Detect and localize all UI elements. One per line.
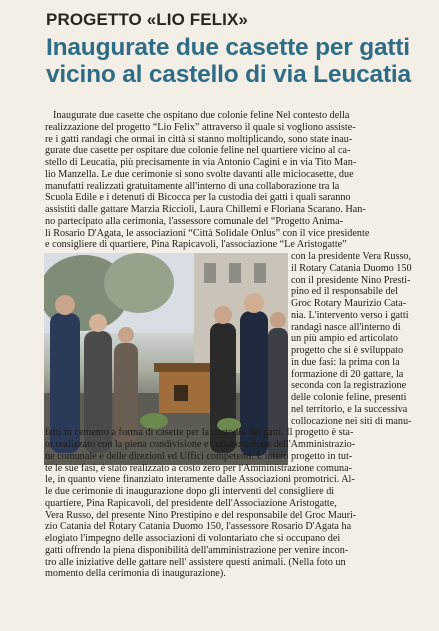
- article-line: Scuola Edile e i detenuti di Bicocca per la custodia dei gatti i quali saranno: [45, 192, 351, 204]
- article-line: nel territorio, e la successiva: [291, 403, 408, 415]
- headline-line-1: Inaugurate due casette per gatti: [46, 34, 410, 61]
- article-line: progetto che si è sviluppato: [291, 345, 404, 356]
- article-line: e consigliere di quartiere, Pina Rapicavoli, l'associazione “Le Aristogatte”: [45, 239, 347, 251]
- article-line: tro alle iniziative delle gattare nell' assistere questi animali. (Nella foto un: [45, 556, 346, 568]
- article-line: to realizzato con la piena condivisione e collaborazione dell'Amministrazio-: [45, 439, 356, 450]
- article-line: manufatti realizzati gratuitamente all'interno di una collaborazione tra la: [45, 180, 340, 192]
- headline: [46, 34, 436, 88]
- headline-line-2: vicino al castello di via Leucatia: [46, 61, 411, 88]
- article-body: [45, 110, 432, 580]
- article-line: stello di Leucatia, più precisamente in via Antonio Cagini e in via Tito Man-: [45, 157, 357, 168]
- article-line: nia. L'intervento verso i gatti: [291, 309, 409, 321]
- article-line: formazione di 20 gattare, la: [291, 368, 404, 380]
- article-line: con il presidente Nino Presti-: [291, 274, 411, 286]
- article-line: delle colonie feline, presenti: [291, 392, 407, 403]
- article-line: le due cerimonie di inaugurazione dopo gli interventi del consigliere di: [45, 486, 335, 497]
- article-line: fatti in cemento a forma di casette per la custodia dei gatti. Il progetto è sta-: [45, 427, 354, 439]
- article-line: lio Manzella. Le due cerimonie si sono svolte davanti alle miciocasette, due: [45, 168, 354, 180]
- article-line: te le sue fasi, è stato realizzato a costo zero per l'Amministrazione comuna-: [45, 462, 353, 474]
- article-line: zio Catania del Rotary Catania Duomo 150, l'assessore Rosario D'Agata ha: [45, 521, 352, 533]
- article-line: pino ed il responsabile del: [291, 286, 398, 298]
- article-line: un più ampio ed articolato: [291, 333, 398, 345]
- article-line: con la presidente Vera Russo,: [291, 251, 412, 262]
- article-line: randagi nasce all'interno di: [291, 321, 401, 333]
- article-line: Vera Russo, del presente Nino Prestipino e del responsabile del Groc Mauri-: [45, 509, 357, 521]
- article-line: assistiti dalle gattare Marzia Riccioli, Laura Chillemi e Floriana Scarano. Han-: [45, 204, 366, 215]
- article-line: realizzazione del progetto “Lio Felix” attraverso il quale si vogliono assiste-: [45, 121, 356, 133]
- article-line: le, in quanto viene finanziato interamente dalle Associazioni promotrici. Al-: [45, 474, 355, 486]
- article-line: in due fasi: la prima con la: [291, 356, 400, 368]
- article-side: [291, 251, 432, 427]
- article-line: quartiere, Pina Rapicavoli, del presidente dell'Associazione Aristogatte,: [45, 497, 337, 509]
- article-line: seconda con la registrazione: [291, 380, 407, 392]
- article-line: gurate due casette per ospitare due colonie feline nel quartiere vicino al ca-: [45, 145, 351, 157]
- article-line: li Rosario D'Agata, le associazioni “Città Solidale Onlus” con il vice presidente: [45, 227, 370, 239]
- article-line: momento della cerimonia di inaugurazione).: [45, 568, 226, 580]
- article-line: re i gatti randagi che ormai in città si stanno moltiplicando, sono state inau-: [45, 133, 353, 145]
- article-line: Groc Rotary Maurizio Cata-: [291, 298, 407, 309]
- article-line: collocazione nei siti di manu-: [291, 415, 412, 427]
- article-line: gatti offrendo la piena disponibilità dell'amministrazione per venire incon-: [45, 544, 349, 556]
- article-top: [45, 110, 432, 251]
- article-line: elogiato l'impegno delle associazioni di volontariato che si occupano dei: [45, 533, 341, 544]
- kicker: PROGETTO «LIO FELIX»: [46, 10, 248, 29]
- article-bottom: [45, 427, 432, 580]
- article-line: ne comunale e delle direzioni ed Uffici competenti. L'intero progetto in tut-: [45, 450, 353, 462]
- article-line: il Rotary Catania Duomo 150: [291, 262, 412, 274]
- article-line: no partecipato alla cerimonia, l'assessore comunale del “Progetto Anima-: [45, 215, 344, 227]
- article-line: Inaugurate due casette che ospitano due colonie feline Nel contesto della: [53, 110, 350, 121]
